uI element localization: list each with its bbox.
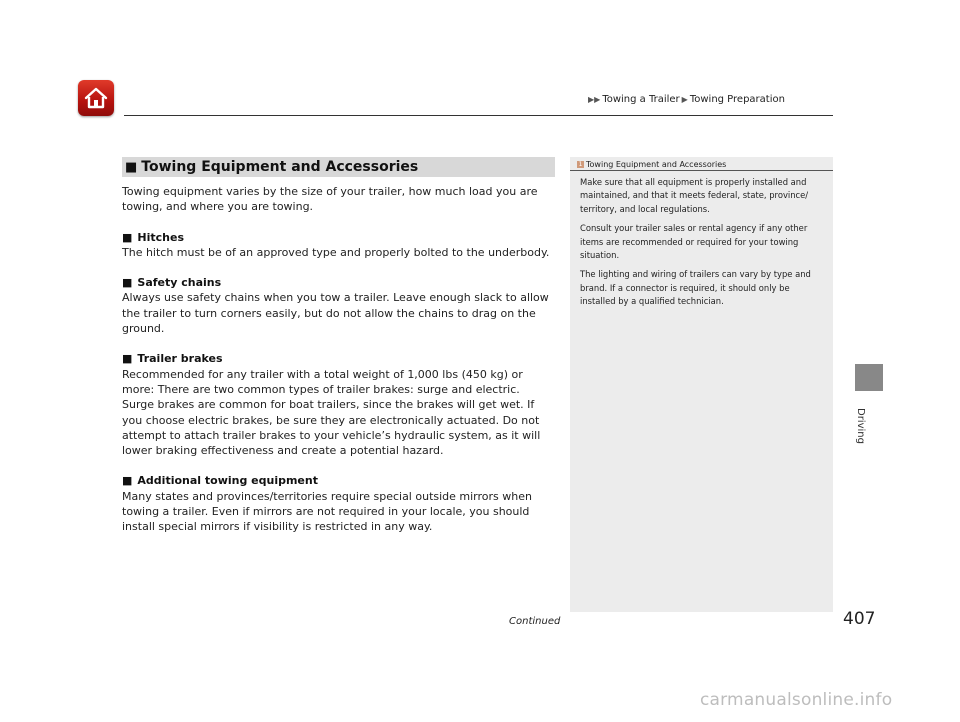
home-icon — [83, 86, 109, 110]
breadcrumb — [586, 94, 785, 105]
sidebar-notes — [570, 157, 833, 612]
sidebar-paragraph: Make sure that all equipment is properly installed and maintained, and that it meets federal, state, province/ territory, and local regulations. — [580, 177, 809, 214]
square-bullet-icon: ■ — [122, 230, 133, 244]
breadcrumb-arrow-icon: ▶ — [681, 95, 688, 104]
sidebar-paragraph: Consult your trailer sales or rental agency if any other items are recommended or required for your towing situation. — [580, 223, 808, 261]
square-bullet-icon: ■ — [125, 159, 138, 175]
subheading-hitches: ■ Hitches — [122, 230, 185, 244]
sidebar-paragraph: The lighting and wiring of trailers can vary by type and brand. If a connector is required, it should only be installed by a qualified technician. — [580, 269, 811, 307]
square-bullet-icon: ■ — [122, 474, 133, 488]
continued-label: Continued — [509, 616, 561, 627]
watermark: carmanualsonline.info — [700, 690, 893, 710]
section-heading: ■ Towing Equipment and Accessories — [122, 157, 555, 177]
chapter-tab-label: Driving — [855, 408, 866, 444]
main-content — [122, 157, 555, 535]
reference-number-icon: 1 — [578, 160, 583, 168]
square-bullet-icon: ■ — [122, 276, 133, 290]
breadcrumb-arrow-icon: ▶▶ — [588, 95, 601, 104]
body-hitches: The hitch must be of an approved type and properly bolted to the underbody. — [122, 245, 550, 259]
home-button[interactable] — [78, 80, 114, 116]
subheading-additional-equipment: ■ Additional towing equipment — [122, 474, 318, 488]
page-number: 407 — [843, 609, 876, 629]
breadcrumb-item-towing-preparation[interactable]: Towing Preparation — [689, 94, 785, 105]
body-trailer-brakes: Recommended for any trailer with a total weight of 1,000 lbs (450 kg) or more: There are two common types of trailer brakes: surge and electric. Surge brakes are common for boat trailers, since the brakes will get wet. If you choose electric brakes, be sure they are electronically actuated. Do not attempt to attach trailer brakes to your vehicle’s hydraulic system, as it will lower braking effectiveness and create a potential hazard. — [122, 367, 541, 458]
intro-paragraph: Towing equipment varies by the size of your trailer, how much load you are towing, and where you are towing. — [122, 185, 538, 214]
header-divider — [124, 115, 833, 116]
body-additional-equipment: Many states and provinces/territories require special outside mirrors when towing a trailer. Even if mirrors are not required in your locale, you should install special mirrors if visibility is restricted in any way. — [122, 489, 532, 534]
chapter-tab[interactable] — [855, 364, 883, 391]
subheading-safety-chains: ■ Safety chains — [122, 276, 222, 290]
body-safety-chains: Always use safety chains when you tow a trailer. Leave enough slack to allow the trailer to turn corners easily, but do not allow the chains to drag on the ground. — [122, 291, 549, 336]
sidebar-title: 1 Towing Equipment and Accessories — [578, 159, 727, 169]
square-bullet-icon: ■ — [122, 352, 133, 366]
subheading-trailer-brakes: ■ Trailer brakes — [122, 352, 223, 366]
breadcrumb-item-towing-trailer[interactable]: Towing a Trailer — [602, 94, 680, 105]
